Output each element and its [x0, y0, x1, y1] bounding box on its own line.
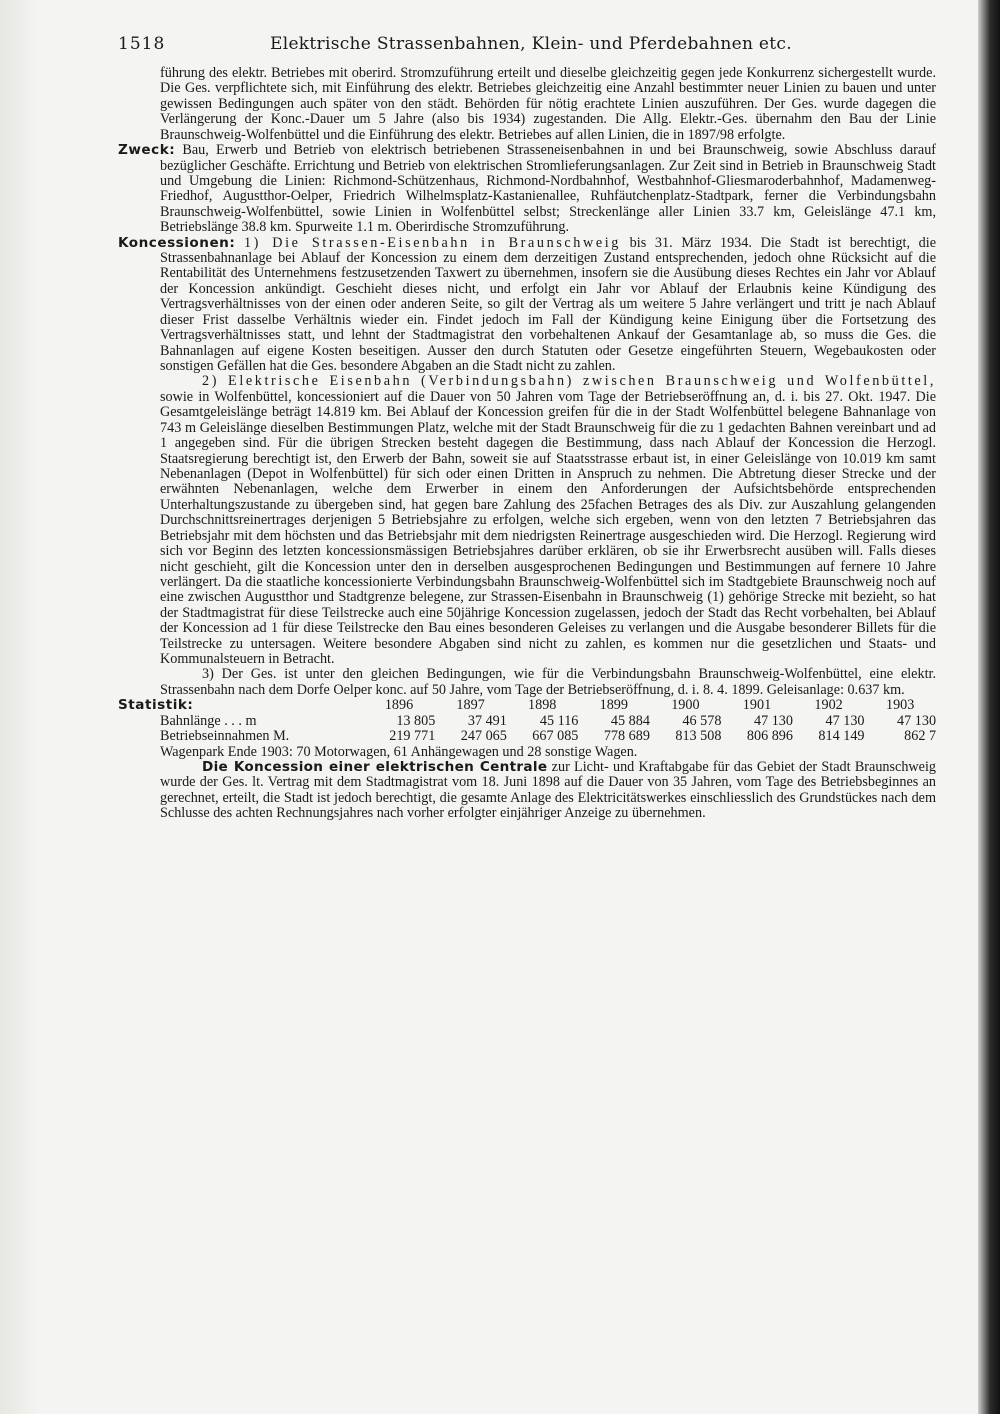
wagenpark-line: Wagenpark Ende 1903: 70 Motorwagen, 61 Anhängewagen und 28 sonstige Wagen. [160, 743, 638, 760]
koncession-2-lead: 2) Elektrische Eisenbahn (Verbindungsbahn) zwischen Braunschweig und Wolfenbüttel, [202, 373, 936, 390]
statistik-section [118, 698, 936, 760]
value-cell: 862 7 [904, 728, 937, 745]
value-cell: 247 065 [460, 728, 507, 745]
body-text [118, 66, 936, 822]
year-cell: 1896 [384, 697, 414, 714]
value-cell: 814 149 [818, 728, 865, 745]
page-number: 1518 [118, 34, 166, 54]
koncessionen-section [118, 236, 936, 375]
value-cell: 778 689 [603, 728, 650, 745]
row-label: Betriebseinnahmen M. [160, 728, 290, 745]
statistik-label: Statistik: [118, 697, 194, 714]
table-row [118, 729, 936, 744]
zweck-text: Bau, Erwerb und Betrieb von elektrisch betriebenen Strasseneisenbahnen in und bei Braunschweig, sowie Abschluss darauf bezüglicher Geschäfte. Errichtung und Betrieb von elektrischen Stromlieferungsanlagen. Zur Zeit sind in Betrieb in Braunschweig Stadt und Umgebung die Linien: Richmond-Schützenhaus, Richmond-Nordbahnhof, Westbahnhof-Gliesmaroderbahnhof, Madamenweg-Friedhof, Augustthor-Oelper, Friedrich Wilhelmsplatz-Kastanienallee, Ruhfäutchenplatz-Stadtpark, ferner die Verbindungsbahn Braunschweig-Wolfenbüttel, sowie Linien in Wolfenbüttel selbst; Streckenlänge aller Linien 33.7 km, Geleislänge 47.1 km, Betriebslänge 38.8 km. Spurweite 1.1 m. Oberirdische Stromzuführung. [160, 142, 937, 236]
value-cell: 46 578 [682, 712, 722, 729]
scan-shade [0, 0, 40, 1414]
koncession-2 [118, 374, 936, 667]
value-cell: 47 130 [753, 712, 793, 729]
value-cell: 47 130 [825, 712, 865, 729]
koncessionen-label: Koncessionen: [118, 234, 236, 251]
year-cell: 1901 [742, 697, 772, 714]
year-cell: 1899 [599, 697, 628, 714]
value-cell: 813 508 [675, 728, 722, 745]
value-cell: 45 884 [610, 712, 650, 729]
year-cell: 1898 [528, 697, 557, 714]
year-cell: 1897 [456, 697, 485, 714]
value-cell: 47 130 [897, 712, 937, 729]
year-cell: 1903 [885, 697, 915, 714]
row-label: Bahnlänge . . . m [160, 712, 257, 729]
year-cell: 1902 [814, 697, 843, 714]
centrale-text: zur Licht- und Kraftabgabe für das Gebiet der Stadt Braunschweig wurde der Ges. lt. Vertrag mit dem Stadtmagistrat vom 18. Juni 1898 auf die Dauer von 35 Jahren, vom Tage des Betriebsbeginnes an gerechnet, erteilt, die Stadt ist jedoch berechtigt, die gesamte Anlage des Elektricitätswerkes einschliesslich des Grundstückes nach dem Schlusse des achten Rechnungsjahres nach vorher erfolgter einjähriger Anzeige zu übernehmen. [160, 758, 937, 822]
centrale-lead: Die Koncession einer elektrischen Centrale [202, 758, 548, 775]
table-row [118, 714, 936, 729]
value-cell: 806 896 [746, 728, 793, 745]
value-cell: 13 805 [396, 712, 436, 729]
koncession-1-lead: 1) Die Strassen-Eisenbahn in Braunschweig [243, 234, 621, 251]
value-cell: 667 085 [532, 728, 579, 745]
running-title: Elektrische Strassenbahnen, Klein- und Pferdebahnen etc. [270, 34, 792, 54]
value-cell: 45 116 [539, 712, 579, 729]
year-cell: 1900 [671, 697, 700, 714]
zweck-label: Zweck: [118, 142, 176, 159]
koncession-2-text: sowie in Wolfenbüttel, koncessioniert auf die Dauer von 50 Jahren vom Tage der Betriebseröffnung an, d. i. bis 27. Okt. 1947. Die Gesamtgeleislänge beträgt 14.819 km. Bei Ablauf der Koncession greifen für die in der Stadt Wolfenbüttel belegene Bahnanlage von 743 m Geleislänge dieselben Bestimmungen Platz, welche mit der Stadt Braunschweig für die zu 1 gedachten Bahnen vereinbart und ad 1 angegeben sind. Für die übrigen Strecken besteht dagegen die Bestimmung, dass nach Ablauf der Koncession die Herzogl. Staatsregierung berechtigt ist, den Erwerb der Bahn, soweit sie auf Staatsstrasse erbaut ist, in einer Geleislänge von 10.019 km samt Nebenanlagen (Depot in Wolfenbüttel) für sich oder einen Dritten in Anspruch zu nehmen. Die Abtretung dieser Strecke und der erwähnten Nebenanlagen, welche dem Erwerber in einem den Anforderungen der Aufsichtsbehörde entsprechenden Unterhaltungszustande zu übergeben sind, hat gegen bare Zahlung des 25fachen Betrages des als Div. zur Auszahlung gelangenden Durchschnittsreinertrages derjenigen 5 Betriebsjahre zu erfolgen, welche sich ergeben, wenn von den letzten 7 Betriebsjahren das Betriebsjahr mit dem höchsten und das Betriebsjahr mit dem niedrigsten Reinertrage ausgeschieden wird. Die Herzogl. Regierung wird sich vor Beginn des letzten koncessionsmässigen Betriebsjahres darüber erklären, ob sie ihr Erwerbsrecht ausüben will. Falls dieses nicht geschieht, gilt die Koncession unter den in derselben ausgesprochenen Bedingungen und Bestimmungen auf fernere 10 Jahre verlängert. Da die staatliche koncessionierte Verbindungsbahn Braunschweig-Wolfenbüttel sich im Stadtgebiete Braunschweig noch auf eine zwischen Augustthor und Stadtgrenze belegene, zur Strassen-Eisenbahn in Braunschweig (1) gehörige Strecke mit bezieht, so hat der Stadtmagistrat für diese Teilstrecke auch eine 50jährige Koncession zugelassen, jedoch der Stadt das Recht vorbehalten, bei Ablauf der Koncession ad 1 für diese Teilstrecke den Bau eines besonderen Geleises zu verlangen und die Ausgabe besonderer Billets für die Teilstrecke zu untersagen. Weitere besondere Abgaben sind nicht zu zahlen, es kommen nur die gesetzlichen und Staats- und Kommunalsteuern in Betracht. [160, 388, 936, 668]
value-cell: 37 491 [467, 712, 507, 729]
value-cell: 219 771 [389, 728, 436, 745]
centrale-section [118, 760, 936, 822]
intro-paragraph: führung des elektr. Betriebes mit oberird. Stromzuführung erteilt und dieselbe gleichzeitig gegen jede Konkurrenz sichergestellt wurde. Die Ges. verpflichtete sich, mit Einführung des elektr. Betriebes gleichzeitig eine Anzahl bestimmter neuer Linien zu bauen und unter gewissen Bedingungen auch später von den städt. Behörden für nötig erachtete Linien auszuführen. Der Ges. wurde dagegen die Verlängerung der Konc.-Dauer um 5 Jahre (also bis 1934) zugestanden. Die Allg. Elektr.-Ges. übernahm den Bau der Linie Braunschweig-Wolfenbüttel und die Einführung des elektr. Betriebes auf allen Linien, die in 1897/98 erfolgte. [160, 65, 936, 143]
koncession-1-text: bis 31. März 1934. Die Stadt ist berechtigt, die Strassenbahnanlage bei Ablauf der Koncession zu einem dem derzeitigen Zustand entsprechenden, jedoch ohne Rücksicht auf die Rentabilität des Unternehmens festzusetzenden Taxwert zu übernehmen, insofern sie die Ausübung dieses Rechtes ein Jahr vor Ablauf der Koncession ankündigt. Geschieht dieses nicht, und erfolgt ein Jahr vor Ablauf der Erlaubnis keine Kündigung des Vertragsverhältnisses von der einen oder anderen Seite, so gilt der Vertrag als um weitere 5 Jahre verlängert und tritt je nach Ablauf dieser Frist dasselbe Verhältnis wieder ein. Findet jedoch im Fall der Kündigung keine Einigung über die Fortsetzung des Vertragsverhältnisses statt, und lehnt der Stadtmagistrat den vorbehaltenen Ankauf der Gesamtanlage ab, so muss die Ges. die Bahnanlagen auf eigene Kosten beseitigen. Ausser den durch Statuten oder Gesetze eingeführten Steuern, Wegebaukosten oder sonstigen Gefällen hat die Ges. besondere Abgaben an die Stadt nicht zu zahlen. [160, 234, 937, 375]
koncession-3: 3) Der Ges. ist unter den gleichen Bedingungen, wie für die Verbindungsbahn Braunschweig-Wolfenbüttel, eine elektr. Strassenbahn nach dem Dorfe Oelper konc. auf 50 Jahre, vom Tage der Betriebseröffnung, d. i. 8. 4. 1899. Geleisanlage: 0.637 km. [160, 666, 936, 698]
page-header [118, 34, 938, 58]
statistik-header-row [118, 698, 936, 713]
page-edge [978, 0, 1000, 1414]
zweck-section [118, 143, 936, 236]
